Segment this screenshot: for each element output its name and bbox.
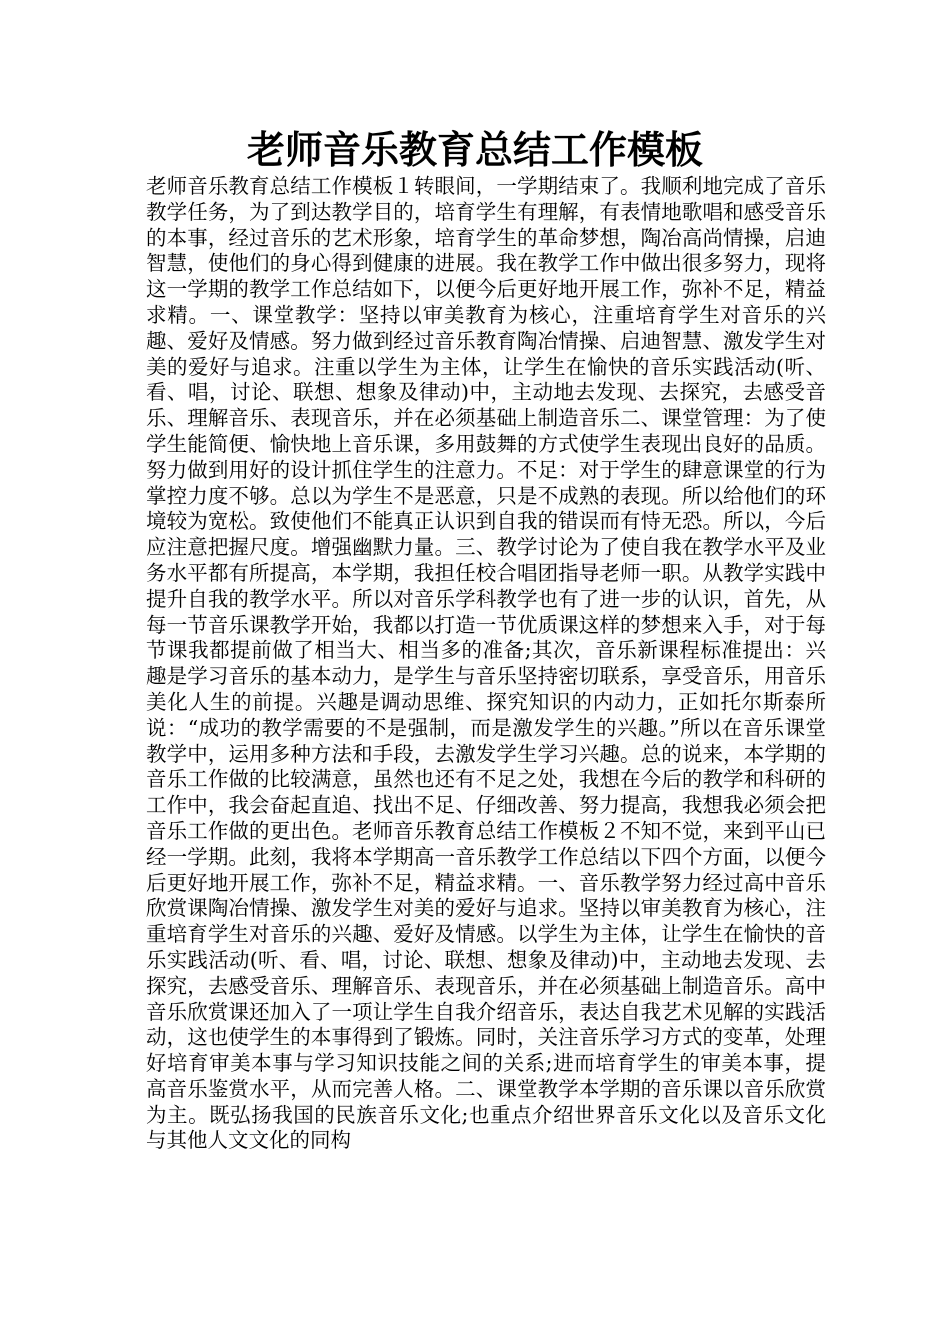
document-title: 老师音乐教育总结工作模板 bbox=[246, 128, 703, 172]
document-body: 老师音乐教育总结工作模板１转眼间，一学期结束了。我顺利地完成了音乐教学任务，为了到达教学目的，培育学生有理解，有表情地歌唱和感受音乐的本事，经过音乐的艺术形象，培育学生的革命梦想，陶冶高尚情操，启迪智慧，使他们的身心得到健康的进展。我在教学工作中做出很多努力，现将这一学期的教学工作总结如下，以便今后更好地开展工作，弥补不足，精益求精。一、课堂教学：坚持以审美教育为核心，注重培育学生对音乐的兴趣、爱好及情感。努力做到经过音乐教育陶冶情操、启迪智慧、激发学生对美的爱好与追求。注重以学生为主体，让学生在愉快的音乐实践活动(听、看、唱，讨论、联想、想象及律动)中，主动地去发现、去探究，去感受音乐、理解音乐、表现音乐，并在必须基础上制造音乐二、课堂管理：为了使学生能简便、愉快地上音乐课，多用鼓舞的方式使学生表现出良好的品质。努力做到用好的设计抓住学生的注意力。不足：对于学生的肆意课堂的行为掌控力度不够。总以为学生不是恶意，只是不成熟的表现。所以给他们的环境较为宽松。致使他们不能真正认识到自我的错误而有恃无恐。所以，今后应注意把握尺度。增强幽默力量。三、教学讨论为了使自我在教学水平及业务水平都有所提高，本学期，我担任校合唱团指导老师一职。从教学实践中提升自我的教学水平。所以对音乐学科教学也有了进一步的认识，首先，从每一节音乐课教学开始，我都以打造一节优质课这样的梦想来入手，对于每节课我都提前做了相当大、相当多的准备;其次，音乐新课程标准提出：兴趣是学习音乐的基本动力，是学生与音乐坚持密切联系，享受音乐，用音乐美化人生的前提。兴趣是调动思维、探究知识的内动力，正如托尔斯泰所说：“成功的教学需要的不是强制，而是激发学生的兴趣。”所以在音乐课堂教学中，运用多种方法和手段，去激发学生学习兴趣。总的说来，本学期的音乐工作做的比较满意，虽然也还有不足之处，我想在今后的教学和科研的工作中，我会奋起直追、找出不足、仔细改善、努力提高，我想我必须会把音乐工作做的更出色。老师音乐教育总结工作模板２不知不觉，来到平山已经一学期。此刻，我将本学期高一音乐教学工作总结以下四个方面，以便今后更好地开展工作，弥补不足，精益求精。一、音乐教学努力经过高中音乐欣赏课陶冶情操、激发学生对美的爱好与追求。坚持以审美教育为核心，注重培育学生对音乐的兴趣、爱好及情感。以学生为主体，让学生在愉快的音乐实践活动(听、看、唱，讨论、联想、想象及律动)中，主动地去发现、去探究，去感受音乐、理解音乐、表现音乐，并在必须基础上制造音乐。高中音乐欣赏课还加入了一项让学生自我介绍音乐，表达自我艺术见解的实践活动，这也使学生的本事得到了锻炼。同时，关注音乐学习方式的变革，处理好培育审美本事与学习知识技能之间的关系;进而培育学生的审美本事，提高音乐鉴赏水平，从而完善人格。二、课堂教学本学期的音乐课以音乐欣赏为主。既弘扬我国的民族音乐文化;也重点介绍世界音乐文化以及音乐文化与其他人文文化的同构 bbox=[146, 174, 826, 1153]
